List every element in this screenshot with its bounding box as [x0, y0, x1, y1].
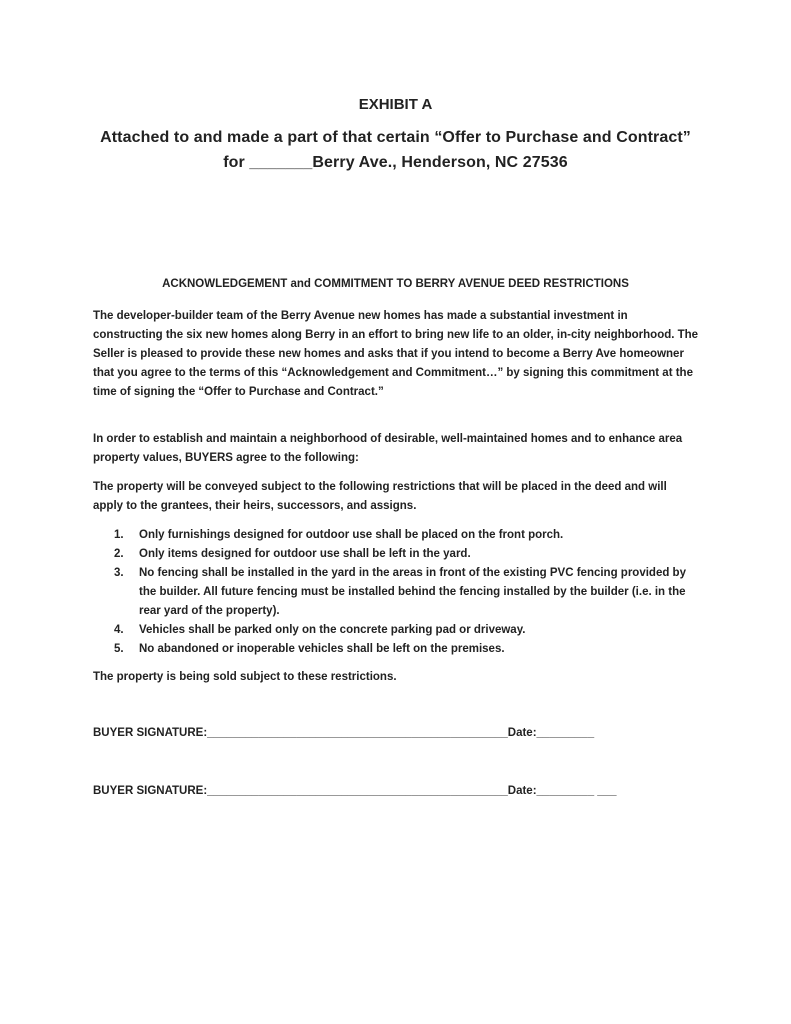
- signature-line[interactable]: _______________________________________________: [207, 727, 508, 739]
- date-label: Date:: [507, 785, 537, 797]
- signature-label: BUYER SIGNATURE:: [93, 727, 208, 739]
- date-line[interactable]: _________ ___: [536, 785, 617, 797]
- conveyance-paragraph: The property will be conveyed subject to the following restrictions that will be placed in the deed and will apply to the grantees, their heirs, successors, and assigns.: [93, 481, 667, 512]
- list-item: [114, 526, 699, 545]
- purpose-paragraph: In order to establish and maintain a neighborhood of desirable, well-maintained homes and to enhance area property values, BUYERS agree to the following:: [93, 433, 683, 464]
- list-item: [114, 545, 699, 564]
- date-line[interactable]: _________: [536, 727, 595, 739]
- intro-paragraph: The developer-builder team of the Berry Avenue new homes has made a substantial investment in constructing the six new homes along Berry in an effort to bring new life to an older, in-city neighborhood. The Seller is pleased to provide these new homes and asks that if you intend to become a Berry Ave homeowner that you agree to the terms of this “Acknowledgement and Commitment…” by signing this commitment at the time of signing the “Offer to Purchase and Contract.”: [93, 310, 699, 398]
- list-item-text: No abandoned or inoperable vehicles shall be left on the premises.: [139, 643, 505, 655]
- list-item: [114, 564, 699, 621]
- exhibit-heading: EXHIBIT A: [358, 96, 433, 113]
- list-item-number: 2.: [114, 548, 124, 560]
- list-item-text: Only items designed for outdoor use shall be left in the yard.: [139, 548, 471, 560]
- section-heading: ACKNOWLEDGEMENT and COMMITMENT TO BERRY AVENUE DEED RESTRICTIONS: [162, 278, 629, 290]
- restrictions-list: [114, 526, 699, 659]
- buyer-signature-row-2: [93, 785, 713, 797]
- signature-line[interactable]: _______________________________________________: [207, 785, 508, 797]
- document-title-line-2: for _______Berry Ave., Henderson, NC 27536: [223, 154, 568, 171]
- list-item-number: 5.: [114, 643, 124, 655]
- date-label: Date:: [507, 727, 537, 739]
- list-item: [114, 621, 699, 640]
- list-item-number: 3.: [114, 567, 124, 579]
- list-item-text: Vehicles shall be parked only on the concrete parking pad or driveway.: [139, 624, 526, 636]
- list-item-text: No fencing shall be installed in the yard in the areas in front of the existing PVC fencing provided by the builder. All future fencing must be installed behind the fencing installed by the builder (i.e. in the rear yard of the property).: [139, 567, 686, 617]
- list-item-number: 4.: [114, 624, 124, 636]
- buyer-signature-row-1: [93, 727, 713, 739]
- signature-label: BUYER SIGNATURE:: [93, 785, 208, 797]
- list-item: [114, 640, 699, 659]
- list-item-number: 1.: [114, 529, 124, 541]
- closing-paragraph: The property is being sold subject to these restrictions.: [93, 671, 397, 683]
- list-item-text: Only furnishings designed for outdoor use shall be placed on the front porch.: [139, 529, 564, 541]
- document-title-line-1: Attached to and made a part of that certain “Offer to Purchase and Contract”: [100, 129, 691, 146]
